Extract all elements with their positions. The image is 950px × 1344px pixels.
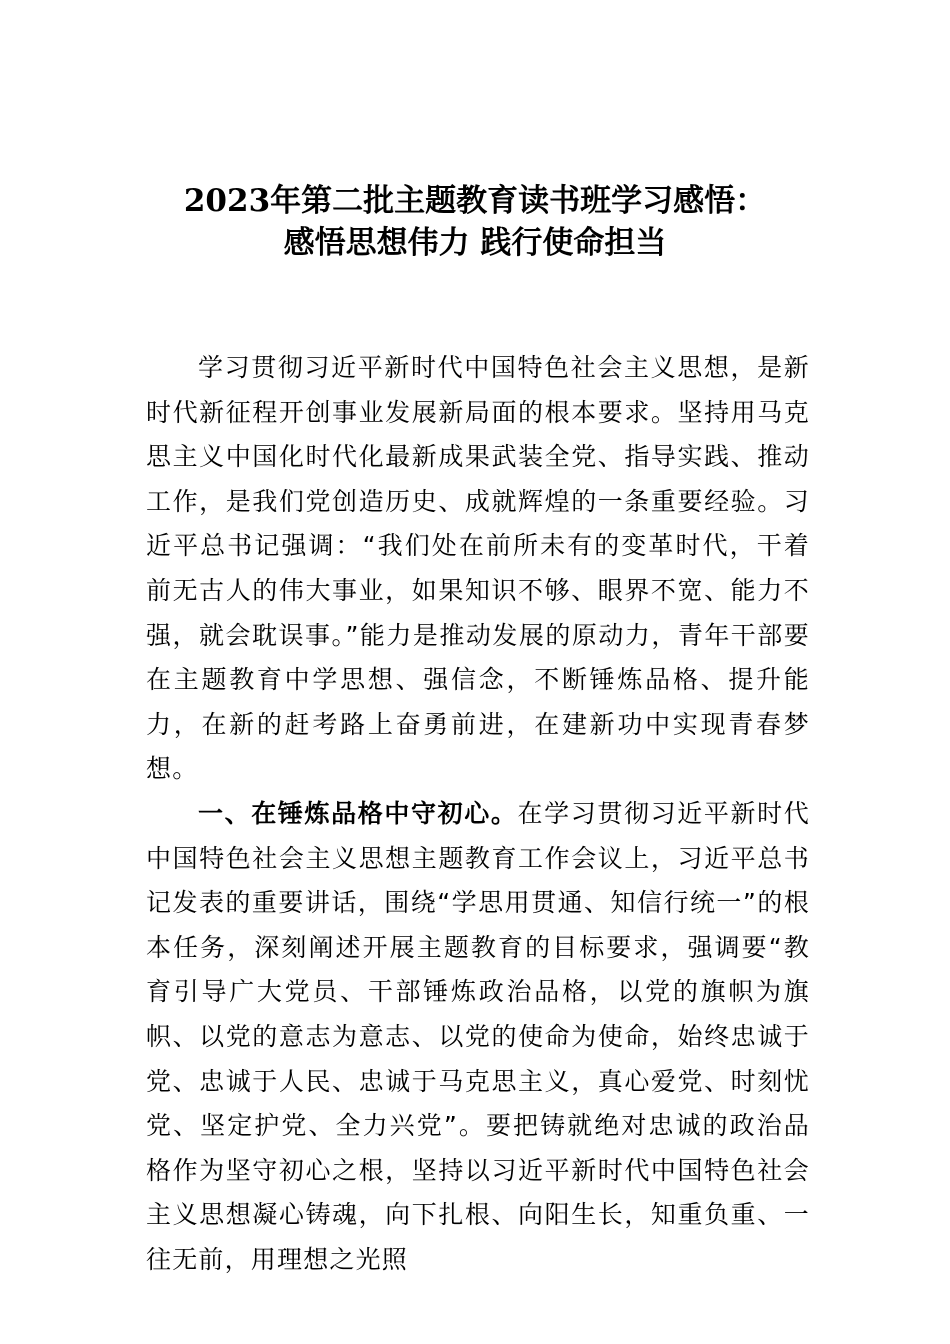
document-title-line-2: 感悟思想伟力 践行使命担当 — [283, 225, 667, 261]
section-1-heading: 一、在锤炼品格中守初心。 — [198, 798, 518, 828]
document-title-line-1: 2023年第二批主题教育读书班学习感悟： — [183, 183, 767, 219]
section-1-text: 在学习贯彻习近平新时代中国特色社会主义思想主题教育工作会议上，习近平总书记发表的重要讲话，围绕“学思用贯通、知信行统一”的根本任务，深刻阐述开展主题教育的目标要求，强调要“教育引导广大党员、干部锤炼政治品格，以党的旗帜为旗帜、以党的意志为意志、以党的使命为使命，始终忠诚于党、忠诚于人民、忠诚于马克思主义，真心爱党、时刻忧党、坚定护党、全力兴党”。要把铸就绝对忠诚的政治品格作为坚守初心之根，坚持以习近平新时代中国特色社会主义思想凝心铸魂，向下扎根、向阳生长，知重负重、一往无前，用理想之光照 — [146, 798, 811, 1274]
document-body — [146, 346, 810, 1282]
paragraph-intro-text: 学习贯彻习近平新时代中国特色社会主义思想，是新时代新征程开创事业发展新局面的根本要求。坚持用马克思主义中国化时代化最新成果武装全党、指导实践、推动工作，是我们党创造历史、成就辉煌的一条重要经验。习近平总书记强调：“我们处在前所未有的变革时代，干着前无古人的伟大事业，如果知识不够、眼界不宽、能力不强，就会耽误事。”能力是推动发展的原动力，青年干部要在主题教育中学思想、强信念，不断锤炼品格、提升能力，在新的赶考路上奋勇前进，在建新功中实现青春梦想。 — [146, 353, 810, 784]
paragraph-section-1 — [146, 792, 810, 1283]
paragraph-intro — [146, 346, 810, 792]
